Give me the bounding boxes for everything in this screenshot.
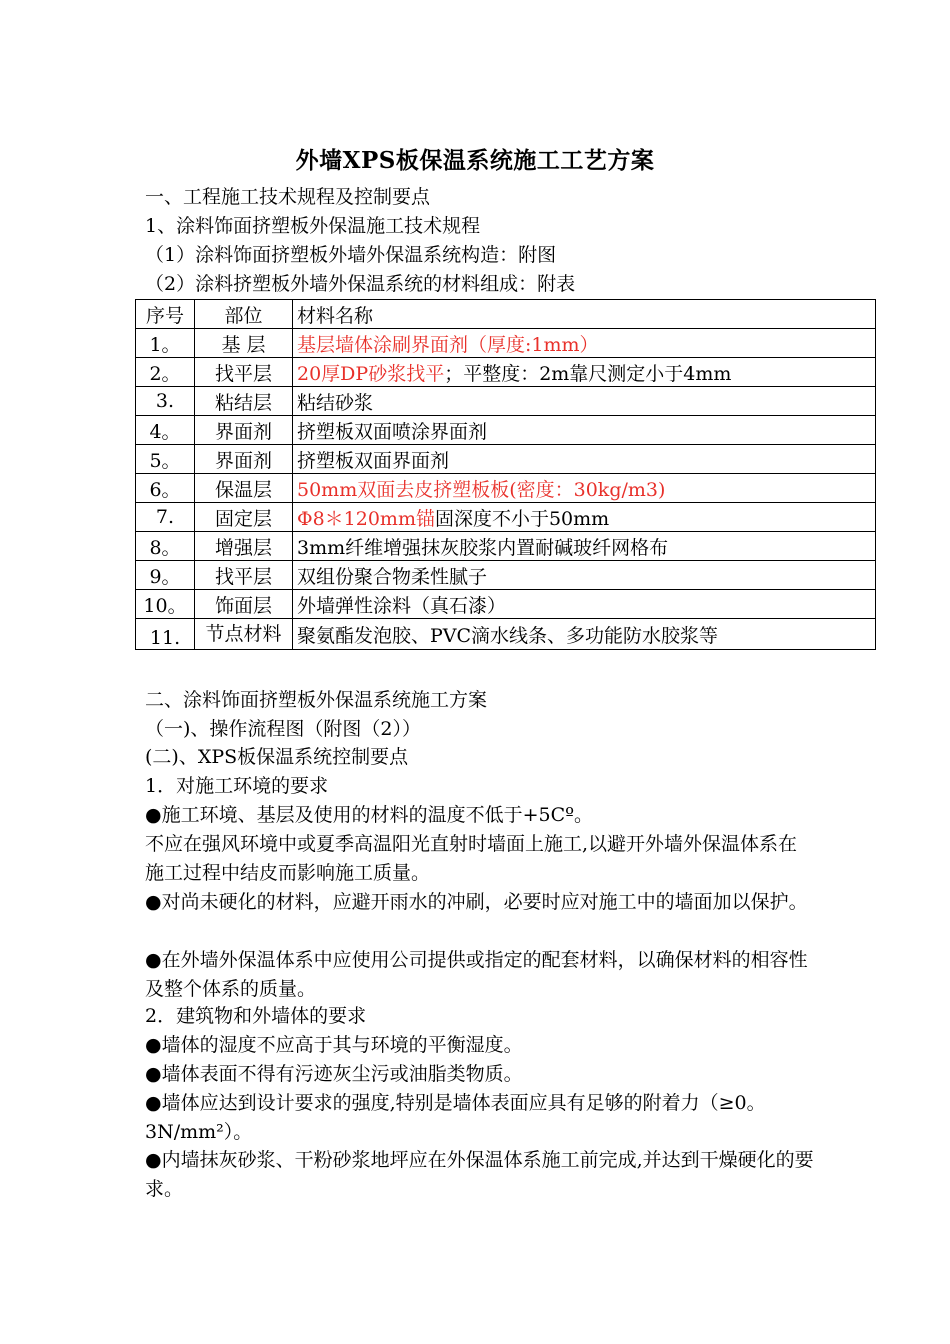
item-control-points: (二)、XPS板保温系统控制要点 — [145, 746, 409, 768]
row-material — [293, 416, 876, 445]
row-material — [293, 329, 876, 358]
row-no: 1。 — [136, 329, 195, 358]
table-row — [136, 532, 876, 561]
header-material: 材料名称 — [293, 300, 876, 329]
bullet-humidity: ●墙体的湿度不应高于其与环境的平衡湿度。 — [145, 1034, 523, 1056]
material-text: 外墙弹性涂料（真石漆） — [297, 594, 507, 617]
row-part: 粘结层 — [195, 387, 293, 416]
material-text: 聚氨酯发泡胶、PVC滴水线条、多功能防水胶浆等 — [297, 625, 719, 647]
table-row — [136, 445, 876, 474]
materials-table — [135, 299, 876, 650]
row-material — [293, 503, 876, 532]
document-title: 外墙XPS板保温系统施工工艺方案 — [295, 147, 655, 174]
table-row — [136, 416, 876, 445]
row-no: 10。 — [136, 590, 195, 619]
row-part: 饰面层 — [195, 590, 293, 619]
table-row — [136, 474, 876, 503]
paragraph-wind: 不应在强风环境中或夏季高温阳光直射时墙面上施工,以避开外墙外保温体系在施工过程中结皮而影响施工质量。 — [145, 833, 798, 884]
material-text: 固深度不小于50mm — [434, 507, 610, 530]
bullet-temperature: ●施工环境、基层及使用的材料的温度不低于+5Cº。 — [145, 804, 594, 826]
item-materials: （2）涂料挤塑板外墙外保温系统的材料组成：附表 — [145, 273, 576, 295]
row-part: 找平层 — [195, 358, 293, 387]
row-no: 3. — [136, 387, 195, 416]
row-material — [293, 474, 876, 503]
paragraph-rain: ●对尚未硬化的材料，应避开雨水的冲刷，必要时应对施工中的墙面加以保护。 — [145, 891, 808, 913]
row-material — [293, 619, 876, 650]
row-material — [293, 532, 876, 561]
row-part: 基 层 — [195, 329, 293, 358]
row-part: 固定层 — [195, 503, 293, 532]
row-no: 7. — [136, 503, 195, 532]
heading-section-1: 一、工程施工技术规程及控制要点 — [145, 186, 431, 208]
row-no: 11. — [136, 619, 195, 650]
row-no: 6。 — [136, 474, 195, 503]
row-part: 界面剂 — [195, 416, 293, 445]
row-part: 节点材料 — [195, 619, 293, 650]
row-no: 2。 — [136, 358, 195, 387]
table-row — [136, 561, 876, 590]
paragraph-strength: ●墙体应达到设计要求的强度,特别是墙体表面应具有足够的附着力（≥0。3N/mm²）。 — [145, 1092, 766, 1143]
row-no: 8。 — [136, 532, 195, 561]
row-part: 界面剂 — [195, 445, 293, 474]
material-text: 双组份聚合物柔性腻子 — [297, 565, 488, 588]
paragraph-materials: ●在外墙外保温体系中应使用公司提供或指定的配套材料，以确保材料的相容性及整个体系的质量。 — [145, 949, 808, 1000]
row-material — [293, 358, 876, 387]
table-row — [136, 358, 876, 387]
material-text: 挤塑板双面界面剂 — [297, 449, 450, 472]
row-no: 5。 — [136, 445, 195, 474]
row-no: 9。 — [136, 561, 195, 590]
material-text: 挤塑板双面喷涂界面剂 — [297, 420, 488, 443]
row-material — [293, 561, 876, 590]
row-no: 4。 — [136, 416, 195, 445]
table-row — [136, 503, 876, 532]
material-highlight: 20厚DP砂浆找平 — [297, 362, 445, 385]
row-part: 增强层 — [195, 532, 293, 561]
row-material — [293, 387, 876, 416]
material-text: ；平整度：2m靠尺测定小于4mm — [444, 362, 732, 385]
bullet-surface: ●墙体表面不得有污迹灰尘污或油脂类物质。 — [145, 1063, 523, 1085]
table-row — [136, 619, 876, 650]
item-structure: （1）涂料饰面挤塑板外墙外保温系统构造：附图 — [145, 244, 557, 266]
table-row — [136, 329, 876, 358]
heading-environment: 1．对施工环境的要求 — [145, 775, 329, 797]
material-text: 粘结砂浆 — [297, 391, 374, 414]
row-material — [293, 445, 876, 474]
header-no: 序号 — [136, 300, 195, 329]
heading-section-2: 二、涂料饰面挤塑板外保温系统施工方案 — [145, 689, 488, 711]
material-highlight: 基层墙体涂刷界面剂（厚度:1mm） — [297, 333, 599, 356]
table-header-row — [136, 300, 876, 329]
table-row — [136, 387, 876, 416]
material-text: 3mm纤维增强抹灰胶浆内置耐碱玻纤网格布 — [297, 536, 669, 559]
table-row — [136, 590, 876, 619]
row-part: 保温层 — [195, 474, 293, 503]
item-flowchart: （一)、操作流程图（附图（2）） — [145, 718, 422, 740]
material-highlight: Φ8＊120mm锚 — [297, 507, 435, 530]
row-part: 找平层 — [195, 561, 293, 590]
material-highlight: 50mm双面去皮挤塑板板(密度：30kg/m3) — [297, 478, 666, 501]
heading-building-wall: 2．建筑物和外墙体的要求 — [145, 1005, 367, 1027]
row-material — [293, 590, 876, 619]
header-part: 部位 — [195, 300, 293, 329]
paragraph-plaster: ●内墙抹灰砂浆、干粉砂浆地坪应在外保温体系施工前完成,并达到干燥硬化的要求。 — [145, 1149, 814, 1200]
heading-subsection-1: 1、涂料饰面挤塑板外保温施工技术规程 — [145, 215, 481, 237]
